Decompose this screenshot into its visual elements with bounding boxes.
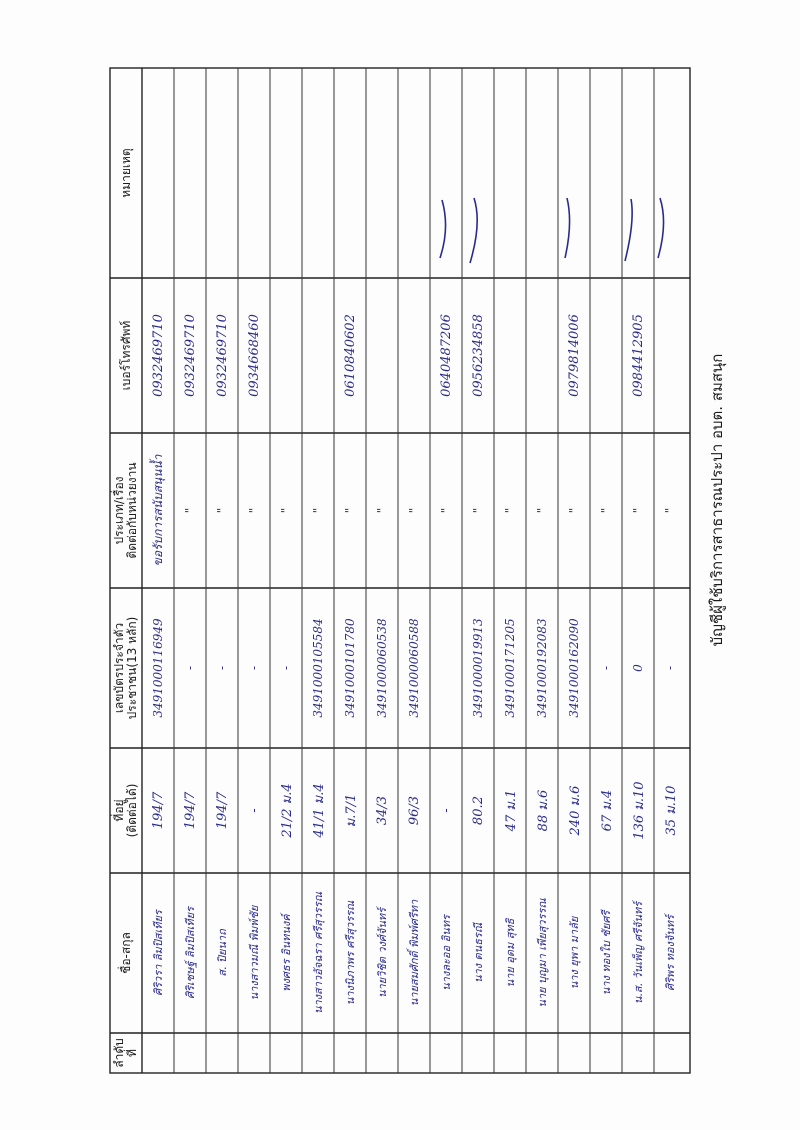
cell-id: 3491000060588	[407, 618, 421, 718]
header-id: เลขบัตรประจำตัว ประชาชน(13 หลัก)	[112, 616, 139, 720]
cell-type: "	[247, 507, 261, 514]
cell-address: 67 ม.4	[599, 789, 615, 832]
cell-phone: 0932469710	[214, 314, 230, 397]
cell-no	[462, 1033, 494, 1073]
cell-type: "	[503, 507, 517, 514]
cell-type: "	[215, 507, 229, 514]
cell-address: 136 ม.10	[631, 781, 647, 840]
cell-type: "	[375, 507, 389, 514]
cell-address: 35 ม.10	[663, 785, 679, 836]
cell-address: 194/7	[214, 791, 230, 830]
cell-no	[142, 1033, 174, 1073]
cell-note	[334, 68, 366, 278]
cell-address: 88 ม.6	[535, 789, 551, 832]
cell-id: 3491000105584	[311, 618, 325, 718]
cell-id: -	[599, 665, 613, 671]
cell-address: 96/3	[406, 795, 422, 826]
cell-name: นางสาวอัจฉรา ศรีสุวรรณ	[312, 891, 325, 1015]
cell-name: นาย อุดม สุทธิ	[504, 918, 517, 988]
cell-address: 21/2 ม.4	[279, 783, 295, 838]
cell-name: นางสาวมณี พิมพ์ชัย	[248, 905, 261, 1001]
header-note: หมายเหตุ	[118, 148, 133, 198]
cell-address: 194/7	[182, 791, 198, 830]
cell-no	[654, 1033, 686, 1073]
cell-id	[430, 588, 462, 748]
cell-type: "	[471, 507, 485, 514]
cell-name: นายวิชิต วงศ์จันทร์	[376, 907, 389, 999]
cell-no	[558, 1033, 590, 1073]
page-title: บัญชีผู้ใช้บริการสาธารณประปา อบต. สมสนุก	[708, 353, 726, 647]
cell-type: "	[631, 507, 645, 514]
cell-id: -	[183, 665, 197, 671]
cell-note	[462, 68, 494, 278]
cell-id: -	[663, 665, 677, 671]
cell-no	[366, 1033, 398, 1073]
page-title-wrap	[702, 250, 742, 750]
cell-type: "	[343, 507, 357, 514]
cell-name: นาง ยุพา มาลัย	[568, 916, 581, 990]
cell-note	[494, 68, 526, 278]
cell-type: "	[311, 507, 325, 514]
cell-phone: 0956234858	[470, 314, 486, 397]
cell-note	[206, 68, 238, 278]
cell-name: ศิริเชษฐ์ ลิมปิสเทียร	[184, 907, 197, 999]
cell-note	[654, 68, 686, 278]
cell-name: นาย บุญมา เพียสุวรรณ	[536, 898, 549, 1008]
cell-id: 3491000019913	[471, 618, 485, 718]
cell-phone: 0979814006	[566, 314, 582, 397]
cell-id: -	[215, 665, 229, 671]
cell-address: 41/1 ม.4	[311, 783, 327, 838]
cell-id: 0	[631, 664, 645, 672]
cell-phone: 0984412905	[630, 314, 646, 397]
cell-phone	[366, 278, 398, 433]
cell-name: นาง ทองใบ ชัยศรี	[600, 910, 613, 996]
cell-id: -	[247, 665, 261, 671]
cell-phone: 0934668460	[246, 314, 262, 397]
cell-id: -	[279, 665, 293, 671]
cell-name: นายสมศักดิ์ พิมพ์ศรีทา	[408, 899, 421, 1007]
cell-type: "	[663, 507, 677, 514]
cell-type: "	[567, 507, 581, 514]
cell-phone	[526, 278, 558, 433]
cell-name: นางนิภาพร ศรีสุวรรณ	[344, 900, 357, 1006]
cell-no	[430, 1033, 462, 1073]
header-name: ชื่อ-สกุล	[118, 932, 133, 974]
cell-address: 47 ม.1	[503, 789, 519, 832]
cell-no	[206, 1033, 238, 1073]
cell-address: -	[438, 808, 454, 813]
cell-type: "	[439, 507, 453, 514]
cell-no	[334, 1033, 366, 1073]
cell-no	[590, 1033, 622, 1073]
cell-address: 34/3	[374, 795, 390, 826]
cell-no	[398, 1033, 430, 1073]
cell-note	[622, 68, 654, 278]
cell-id: 3491000116949	[151, 618, 165, 718]
cell-address: -	[246, 808, 262, 813]
cell-note	[366, 68, 398, 278]
cell-note	[526, 68, 558, 278]
cell-no	[238, 1033, 270, 1073]
cell-type: "	[407, 507, 421, 514]
cell-phone: 0932469710	[182, 314, 198, 397]
cell-id: 3491000060538	[375, 618, 389, 718]
cell-name: น.ส. วันเพ็ญ ศรีจันทร์	[632, 901, 645, 1005]
cell-phone: 0932469710	[150, 314, 166, 397]
cell-note	[174, 68, 206, 278]
cell-name: ศิริวรา ลิมปิสเทียร	[152, 910, 165, 996]
cell-type: "	[535, 507, 549, 514]
cell-note	[302, 68, 334, 278]
cell-phone	[302, 278, 334, 433]
cell-note	[590, 68, 622, 278]
cell-phone	[494, 278, 526, 433]
cell-note	[398, 68, 430, 278]
cell-address: ม.7/1	[343, 793, 359, 828]
cell-note	[430, 68, 462, 278]
cell-phone	[654, 278, 686, 433]
header-type: ประเภท/เรื่อง ติดต่อกับหน่วยงาน	[112, 462, 139, 559]
cell-phone	[398, 278, 430, 433]
cell-type: "	[599, 507, 613, 514]
cell-id: 3491000192083	[535, 618, 549, 718]
cell-type: ขอรับการสนับสนุนน้ำ	[150, 454, 165, 567]
data-table	[110, 68, 690, 1073]
cell-address: 80.2	[470, 796, 486, 825]
cell-no	[526, 1033, 558, 1073]
cell-name: ส. ปิยนาถ	[216, 929, 229, 977]
cell-phone: 0610840602	[342, 314, 358, 397]
cell-no	[270, 1033, 302, 1073]
cell-no	[622, 1033, 654, 1073]
cell-no	[302, 1033, 334, 1073]
header-address: ที่อยู่ (ติดต่อได้)	[112, 783, 139, 838]
cell-name: นางละออ อินทร	[440, 915, 453, 991]
cell-name: ศิริพร ทองจันทร์	[664, 915, 677, 991]
cell-no	[494, 1033, 526, 1073]
cell-id: 3491000171205	[503, 618, 517, 718]
cell-no	[174, 1033, 206, 1073]
cell-address: 194/7	[150, 791, 166, 830]
cell-id: 3491000101780	[343, 618, 357, 718]
cell-id: 3491000162090	[567, 618, 581, 718]
cell-note	[238, 68, 270, 278]
cell-note	[142, 68, 174, 278]
cell-type: "	[183, 507, 197, 514]
cell-name: นาง ตนธรณี	[472, 922, 485, 984]
cell-phone	[590, 278, 622, 433]
cell-phone: 0640487206	[438, 314, 454, 397]
header-no: ลำดับ ที่	[112, 1038, 139, 1068]
cell-note	[558, 68, 590, 278]
cell-name: พงศธร อินทนงค์	[280, 914, 293, 992]
cell-address: 240 ม.6	[567, 785, 583, 836]
cell-note	[270, 68, 302, 278]
cell-type: "	[279, 507, 293, 514]
header-phone: เบอร์โทรศัพท์	[118, 320, 133, 391]
cell-phone	[270, 278, 302, 433]
